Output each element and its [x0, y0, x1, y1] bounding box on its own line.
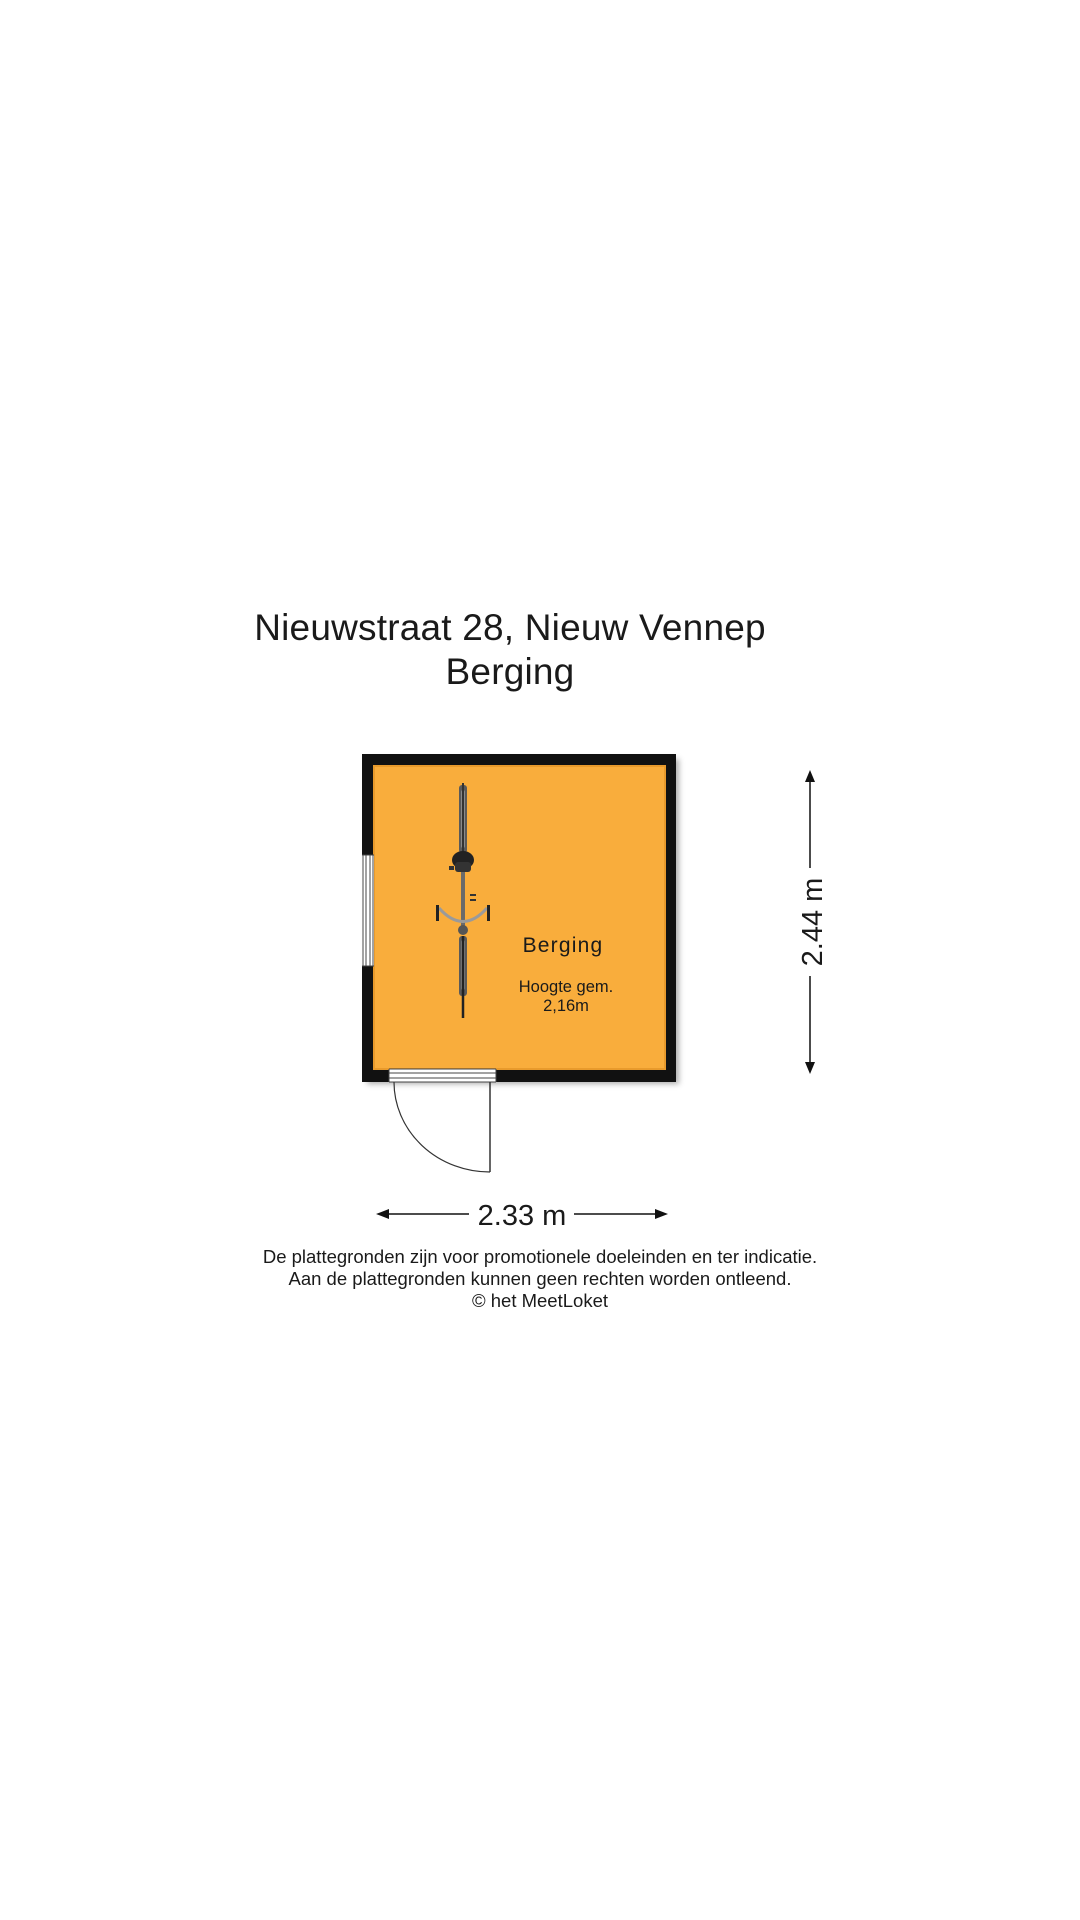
- depth-dimension: [797, 770, 829, 1074]
- arrow-icon: [805, 770, 815, 782]
- depth-dimension-label: 2.44 m: [797, 877, 829, 967]
- arrow-icon: [805, 1062, 815, 1074]
- width-dimension-label: 2.33 m: [477, 1200, 567, 1232]
- disclaimer-line-2: Aan de plattegronden kunnen geen rechten worden ontleend.: [288, 1268, 792, 1289]
- arrow-icon: [655, 1209, 668, 1219]
- plan-floor-title: Berging: [445, 651, 575, 692]
- door-swing-icon: [389, 1069, 496, 1172]
- arrow-icon: [376, 1209, 389, 1219]
- plan-address-title: Nieuwstraat 28, Nieuw Vennep: [254, 607, 766, 648]
- width-dimension: [376, 1200, 668, 1232]
- window-icon: [362, 855, 374, 966]
- room-height-label: Hoogte gem.: [518, 978, 614, 996]
- room-name-label: Berging: [522, 934, 604, 957]
- disclaimer-copyright: © het MeetLoket: [471, 1290, 608, 1311]
- disclaimer-line-1: De plattegronden zijn voor promotionele doeleinden en ter indicatie.: [262, 1246, 818, 1267]
- room-floor: [374, 766, 665, 1069]
- room-height-value: 2,16m: [543, 997, 589, 1015]
